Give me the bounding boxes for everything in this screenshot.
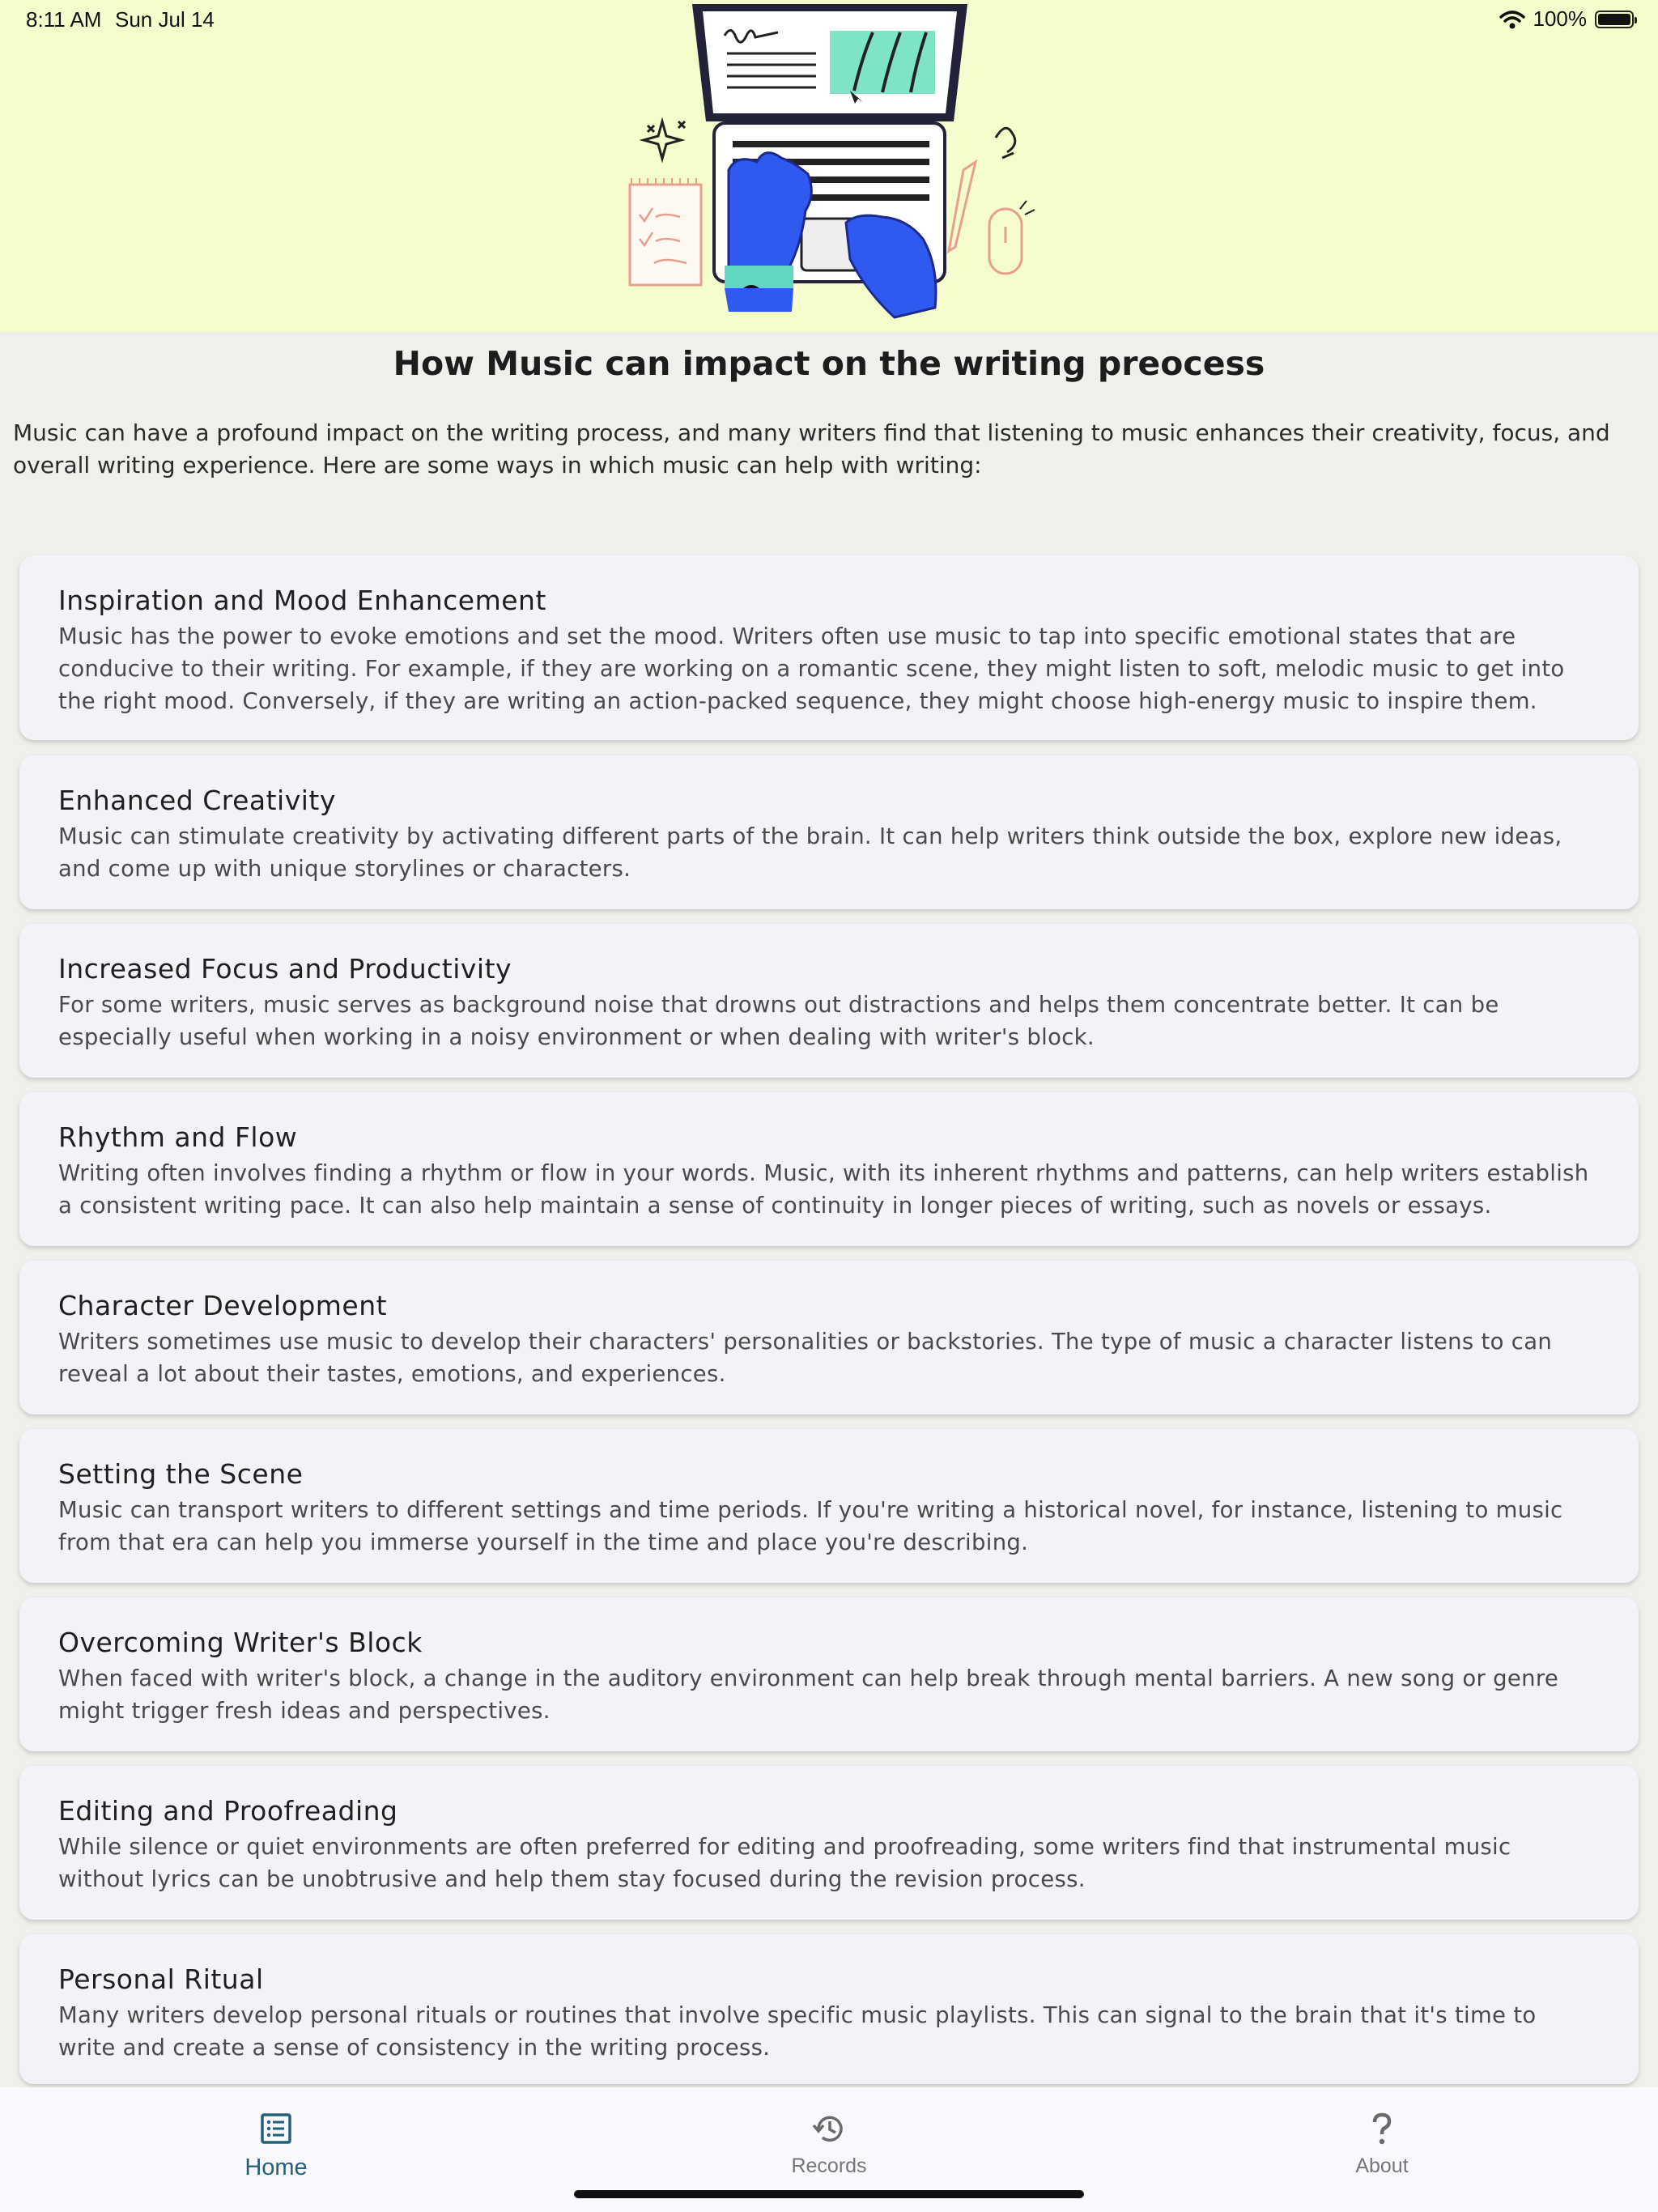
card-body: Writing often involves finding a rhythm or flow in your words. Music, with its inherent rhythms and patterns, can help writers establish a consistent writing pace. It can also help maintain a sense of continuity in longer pieces of writing, such as novels or essays. <box>58 1160 1589 1219</box>
info-card[interactable] <box>19 924 1639 1078</box>
tab-records[interactable] <box>740 2112 918 2178</box>
question-icon <box>1365 2112 1399 2146</box>
info-card[interactable] <box>19 555 1639 740</box>
intro-paragraph: Music can have a profound impact on the writing process, and many writers find that listening to music enhances their creativity, focus, and overall writing experience. Here are some ways in which music can help with writing: <box>13 419 1610 479</box>
card-body: Music can transport writers to different settings and time periods. If you're writing a historical novel, for instance, listening to music from that era can help you immerse yourself in the time and place you're describing. <box>58 1497 1563 1555</box>
tab-home-label: Home <box>244 2155 308 2180</box>
info-card[interactable] <box>19 1261 1639 1414</box>
status-bar <box>0 0 1658 39</box>
tab-about[interactable] <box>1293 2112 1471 2178</box>
card-title: Inspiration and Mood Enhancement <box>58 585 546 616</box>
card-body: While silence or quiet environments are often preferred for editing and proofreading, some writers find that instrumental music without lyrics can be unobtrusive and help them stay focused during the revision process. <box>58 1834 1511 1892</box>
card-body: Writers sometimes use music to develop their characters' personalities or backstories. The type of music a character listens to can reveal a lot about their tastes, emotions, and experiences. <box>58 1329 1553 1387</box>
card-title: Enhanced Creativity <box>58 785 336 816</box>
tab-home[interactable] <box>187 2112 365 2181</box>
status-time: 8:11 AM <box>26 7 102 32</box>
card-title: Editing and Proofreading <box>58 1795 398 1827</box>
status-indicators <box>1499 6 1635 32</box>
card-title: Character Development <box>58 1290 388 1321</box>
card-body: For some writers, music serves as background noise that drowns out distractions and helps them concentrate better. It can be especially useful when working in a noisy environment or when dealing with writer's block. <box>58 992 1499 1050</box>
card-title: Increased Focus and Productivity <box>58 953 512 985</box>
tab-about-label: About <box>1355 2155 1409 2177</box>
battery-percent: 100% <box>1533 6 1587 31</box>
info-card[interactable] <box>19 1429 1639 1583</box>
info-card[interactable] <box>19 1597 1639 1751</box>
wifi-icon <box>1499 10 1525 29</box>
card-title: Personal Ritual <box>58 1963 264 1995</box>
home-indicator[interactable] <box>574 2190 1084 2198</box>
card-body: Many writers develop personal rituals or routines that involve specific music playlists. This can signal to the brain that it's time to write and create a sense of consistency in the writing process. <box>58 2002 1537 2061</box>
card-title: Rhythm and Flow <box>58 1121 298 1153</box>
card-body: When faced with writer's block, a change in the auditory environment can help break through mental barriers. A new song or genre might trigger fresh ideas and perspectives. <box>58 1665 1559 1724</box>
page-title: How Music can impact on the writing preocess <box>393 344 1265 383</box>
history-icon <box>811 2112 847 2146</box>
hero-banner <box>0 0 1658 332</box>
status-date: Sun Jul 14 <box>115 7 215 32</box>
info-card[interactable] <box>19 1934 1639 2084</box>
info-card[interactable] <box>19 1092 1639 1246</box>
card-title: Setting the Scene <box>58 1458 304 1490</box>
info-card[interactable] <box>19 1766 1639 1920</box>
battery-icon <box>1595 11 1634 28</box>
card-title: Overcoming Writer's Block <box>58 1627 423 1658</box>
info-card[interactable] <box>19 755 1639 909</box>
laptop-typing-illustration <box>615 0 1052 332</box>
tab-records-label: Records <box>791 2155 867 2177</box>
list-icon <box>259 2112 293 2146</box>
card-body: Music can stimulate creativity by activating different parts of the brain. It can help writers think outside the box, explore new ideas, and come up with unique storylines or characters. <box>58 823 1562 882</box>
card-body: Music has the power to evoke emotions and set the mood. Writers often use music to tap into specific emotional states that are conducive to their writing. For example, if they are working on a romantic scene, they might listen to soft, melodic music to get into the right mood. Conversely, if they are writing an action-packed sequence, they might choose high-energy music to inspire them. <box>58 623 1565 714</box>
